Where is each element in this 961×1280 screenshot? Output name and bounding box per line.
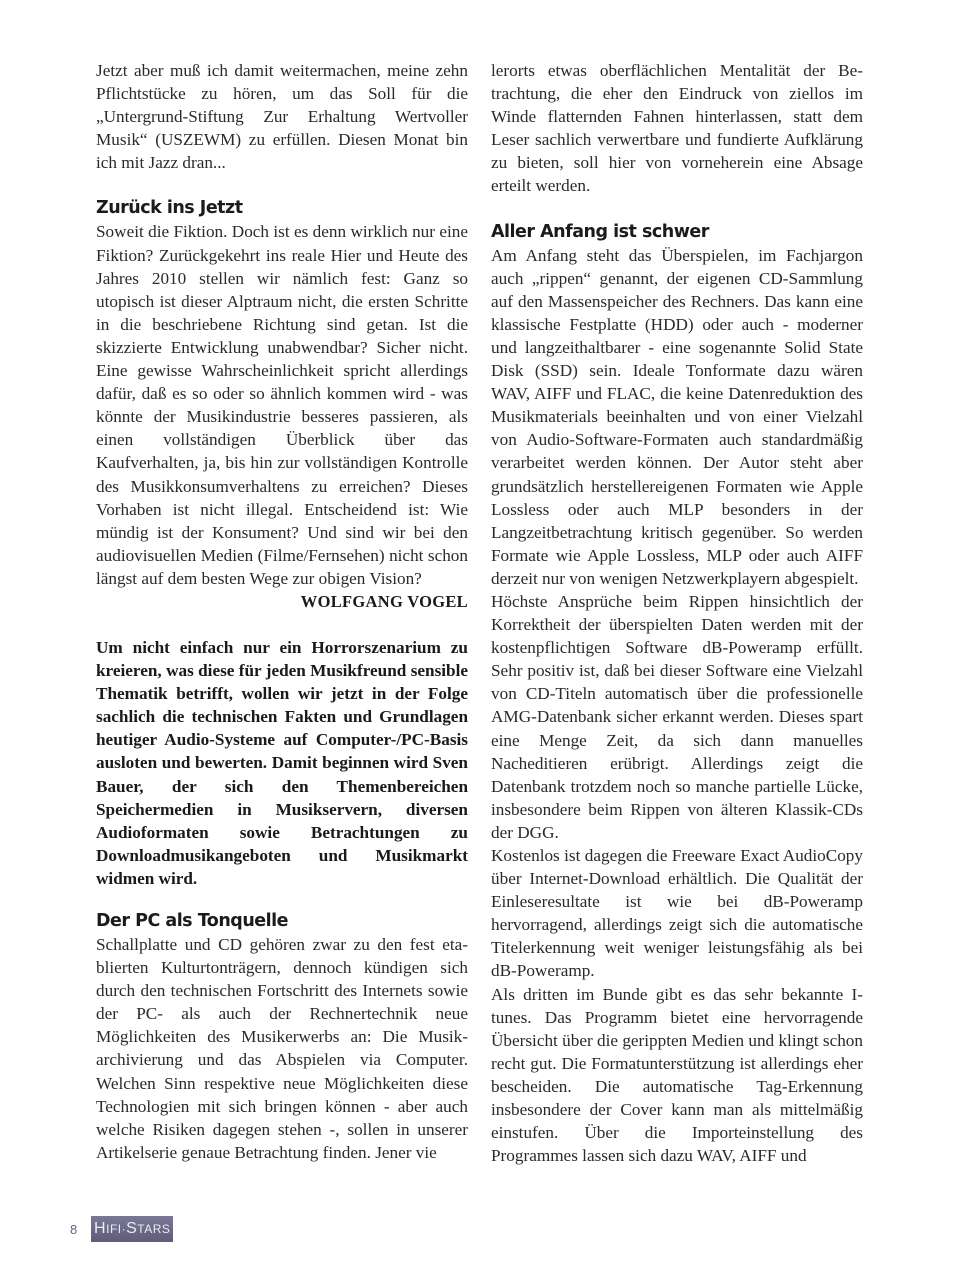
hifi-stars-logo — [91, 1216, 173, 1242]
author-byline: WOLFGANG VOGEL — [300, 591, 468, 611]
page-number: 8 — [70, 1221, 78, 1237]
paragraph-exact-audio-copy: Kostenlos ist dagegen die Freeware Exact AudioCopy über Internet-Download erhältlich. Die Qualität der Einleseresultate ist wie bei dB-Poweramp hervorragend, allerdings zeigt sich die automatische Titelerkennung weit weniger leistungsfähig als bei dB-Poweramp. — [491, 846, 863, 981]
section-heading-aller-anfang: Aller Anfang ist schwer — [491, 221, 709, 242]
lead-paragraph-bold: Um nicht einfach nur ein Horrorszenarium zu kreieren, was diese für jeden Musikfreund sensible Thematik betrifft, wollen wir jetzt in der Folge sachlich die technischen Fakten und Grundlagen heutiger Audio-Systeme auf Computer-/PC-Basis ausloten und bewerten. Damit beginnen wird Sven Bauer, der sich den Themenbereichen Speichermedien in Musikservern, diversen Audioformaten sowie Betrachtungen zu Downloadmusikangeboten und Musikmarkt widmen wird. — [96, 637, 468, 888]
page-footer — [70, 1216, 173, 1242]
logo-letter: S — [126, 1220, 138, 1237]
right-column — [491, 59, 863, 1167]
intro-paragraph: Jetzt aber muß ich damit weitermachen, meine zehn Pflichtstücke zu hören, um das Soll für die „Untergrund-Stiftung Zur Erhaltung Wertvoller Musik“ (USZEWM) zu erfüllen. Diesen Monat bin ich mit Jazz dran... — [96, 61, 468, 173]
section-body-zurueck-ins-jetzt: Soweit die Fiktion. Doch ist es denn wirklich nur eine Fiktion? Zurückgekehrt ins reale Hier und Heute des Jahres 2010 stellen wir nämlich fest: Ganz so utopisch ist dieser Alptraum nicht, die ersten Schritte in die beschriebene Richtung sind getan. Ist die skizzierte Entwicklung unabwendbar? Sicher nicht. Eine gewisse Wahrscheinlichkeit spricht allerdings dafür, daß es so oder so ähnlich kommen wird - was könnte der Musikindustrie besseres passieren, als einen vollständigen Überblick über das Kaufverhalten, ja, bis hin zur vollständigen Kontrolle des Musikkonsumverhaltens zu erreichen? Dieses Vorhaben ist nicht illegal. Entscheidend ist: Wie mündig ist der Konsument? Und sind wir bei den audiovisuellen Medien (Filme/Fernsehen) nicht schon längst auf dem besten Wege zur obigen Vision? — [96, 222, 468, 588]
section-heading-zurueck-ins-jetzt: Zurück ins Jetzt — [96, 198, 243, 219]
logo-separator: · — [121, 1222, 127, 1236]
continuation-paragraph: lerorts etwas oberflächlichen Mentalität der Betrachtung, die eher den Eindruck von ziellos im Winde flatternden Fahnen hinterlassen, statt dem Leser sachlich verwertbare und fundierte Aufklärung zu bieten, soll hier von vorneherein eine Absage erteilt werden. — [491, 61, 863, 196]
paragraph-itunes: Als dritten im Bunde gibt es das sehr bekannte I-tunes. Das Programm bietet eine hervorragende Übersicht über die gerippten Medien und klingt schon recht gut. Die Formatunterstützung ist allerdings eher bescheiden. Die automatische Tag-Erkennung insbesondere der Cover kann man als mittelmäßig einstufen. Über die Importeinstellung des Programmes lassen sich dazu WAV, AIFF und — [491, 984, 863, 1166]
logo-letters: TARS — [137, 1222, 171, 1236]
logo-letters: IFI — [106, 1222, 122, 1236]
section-heading-pc-als-tonquelle: Der PC als Tonquelle — [96, 911, 289, 931]
paragraph-rippen: Am Anfang steht das Überspielen, im Fachjargon auch „rippen“ genannt, der eigenen CD-Sammlung auf den Massenspeicher des Rechners. Das kann eine klassische Festplatte (HDD) oder auch - moderner und langzeithaltbarer - eine sogenannte Solid State Disk (SSD) sein. Ideale Tonformate dazu wären WAV, AIFF und FLAC, die keine Datenreduktion des Musikmaterials beeinhalten und von einer Vielzahl von Audio-Software-Formaten auch standardmäßig verarbeitet werden können. Der Autor steht aber grundsätzlich herstellereigenen Formaten wie Apple Lossless oder auch MLP besonders in der Langzeitbetrachtung kritisch gegenüber. So werden Formate wie Apple Lossless, MLP oder auch AIFF derzeit nur von wenigen Netzwerkplayern abgespielt. — [491, 245, 863, 588]
section-body-pc-als-tonquelle: Schallplatte und CD gehören zwar zu den fest etablierten Kulturtonträgern, dennoch kündigen sich durch den technischen Fortschritt des Internets sowie der PC- als auch der Rechnertechnik neue Möglichkeiten des Musikerwerbs an: Die Musikarchivierung und das Abspielen via Computer. Welchen Sinn respektive neue Möglichkeiten diese Technologien mit sich bringen können - aber auch welche Risiken dagegen stehen -, sollen in unserer Artikelserie genaue Betrachtung finden. Jener vie — [96, 935, 468, 1162]
logo-letter: H — [94, 1220, 107, 1237]
paragraph-dbpoweramp: Höchste Ansprüche beim Rippen hinsichtlich der Korrektheit der überspielten Daten werden mit der kostenpflichtigen Software dB-Poweramp erfüllt. Sehr positiv ist, daß bei dieser Software eine Vielzahl von CD-Titeln automatisch über die professionelle AMG-Datenbank sicher erkannt werden. Dieses spart eine Menge Zeit, da sich dann manuelles Nacheditieren erübrigt. Allerdings zeigt die Datenbank trotzdem noch so manche partielle Lücke, insbesondere beim Rippen von älteren Klassik-CDs der DGG. — [491, 591, 863, 842]
left-column — [96, 59, 468, 1164]
